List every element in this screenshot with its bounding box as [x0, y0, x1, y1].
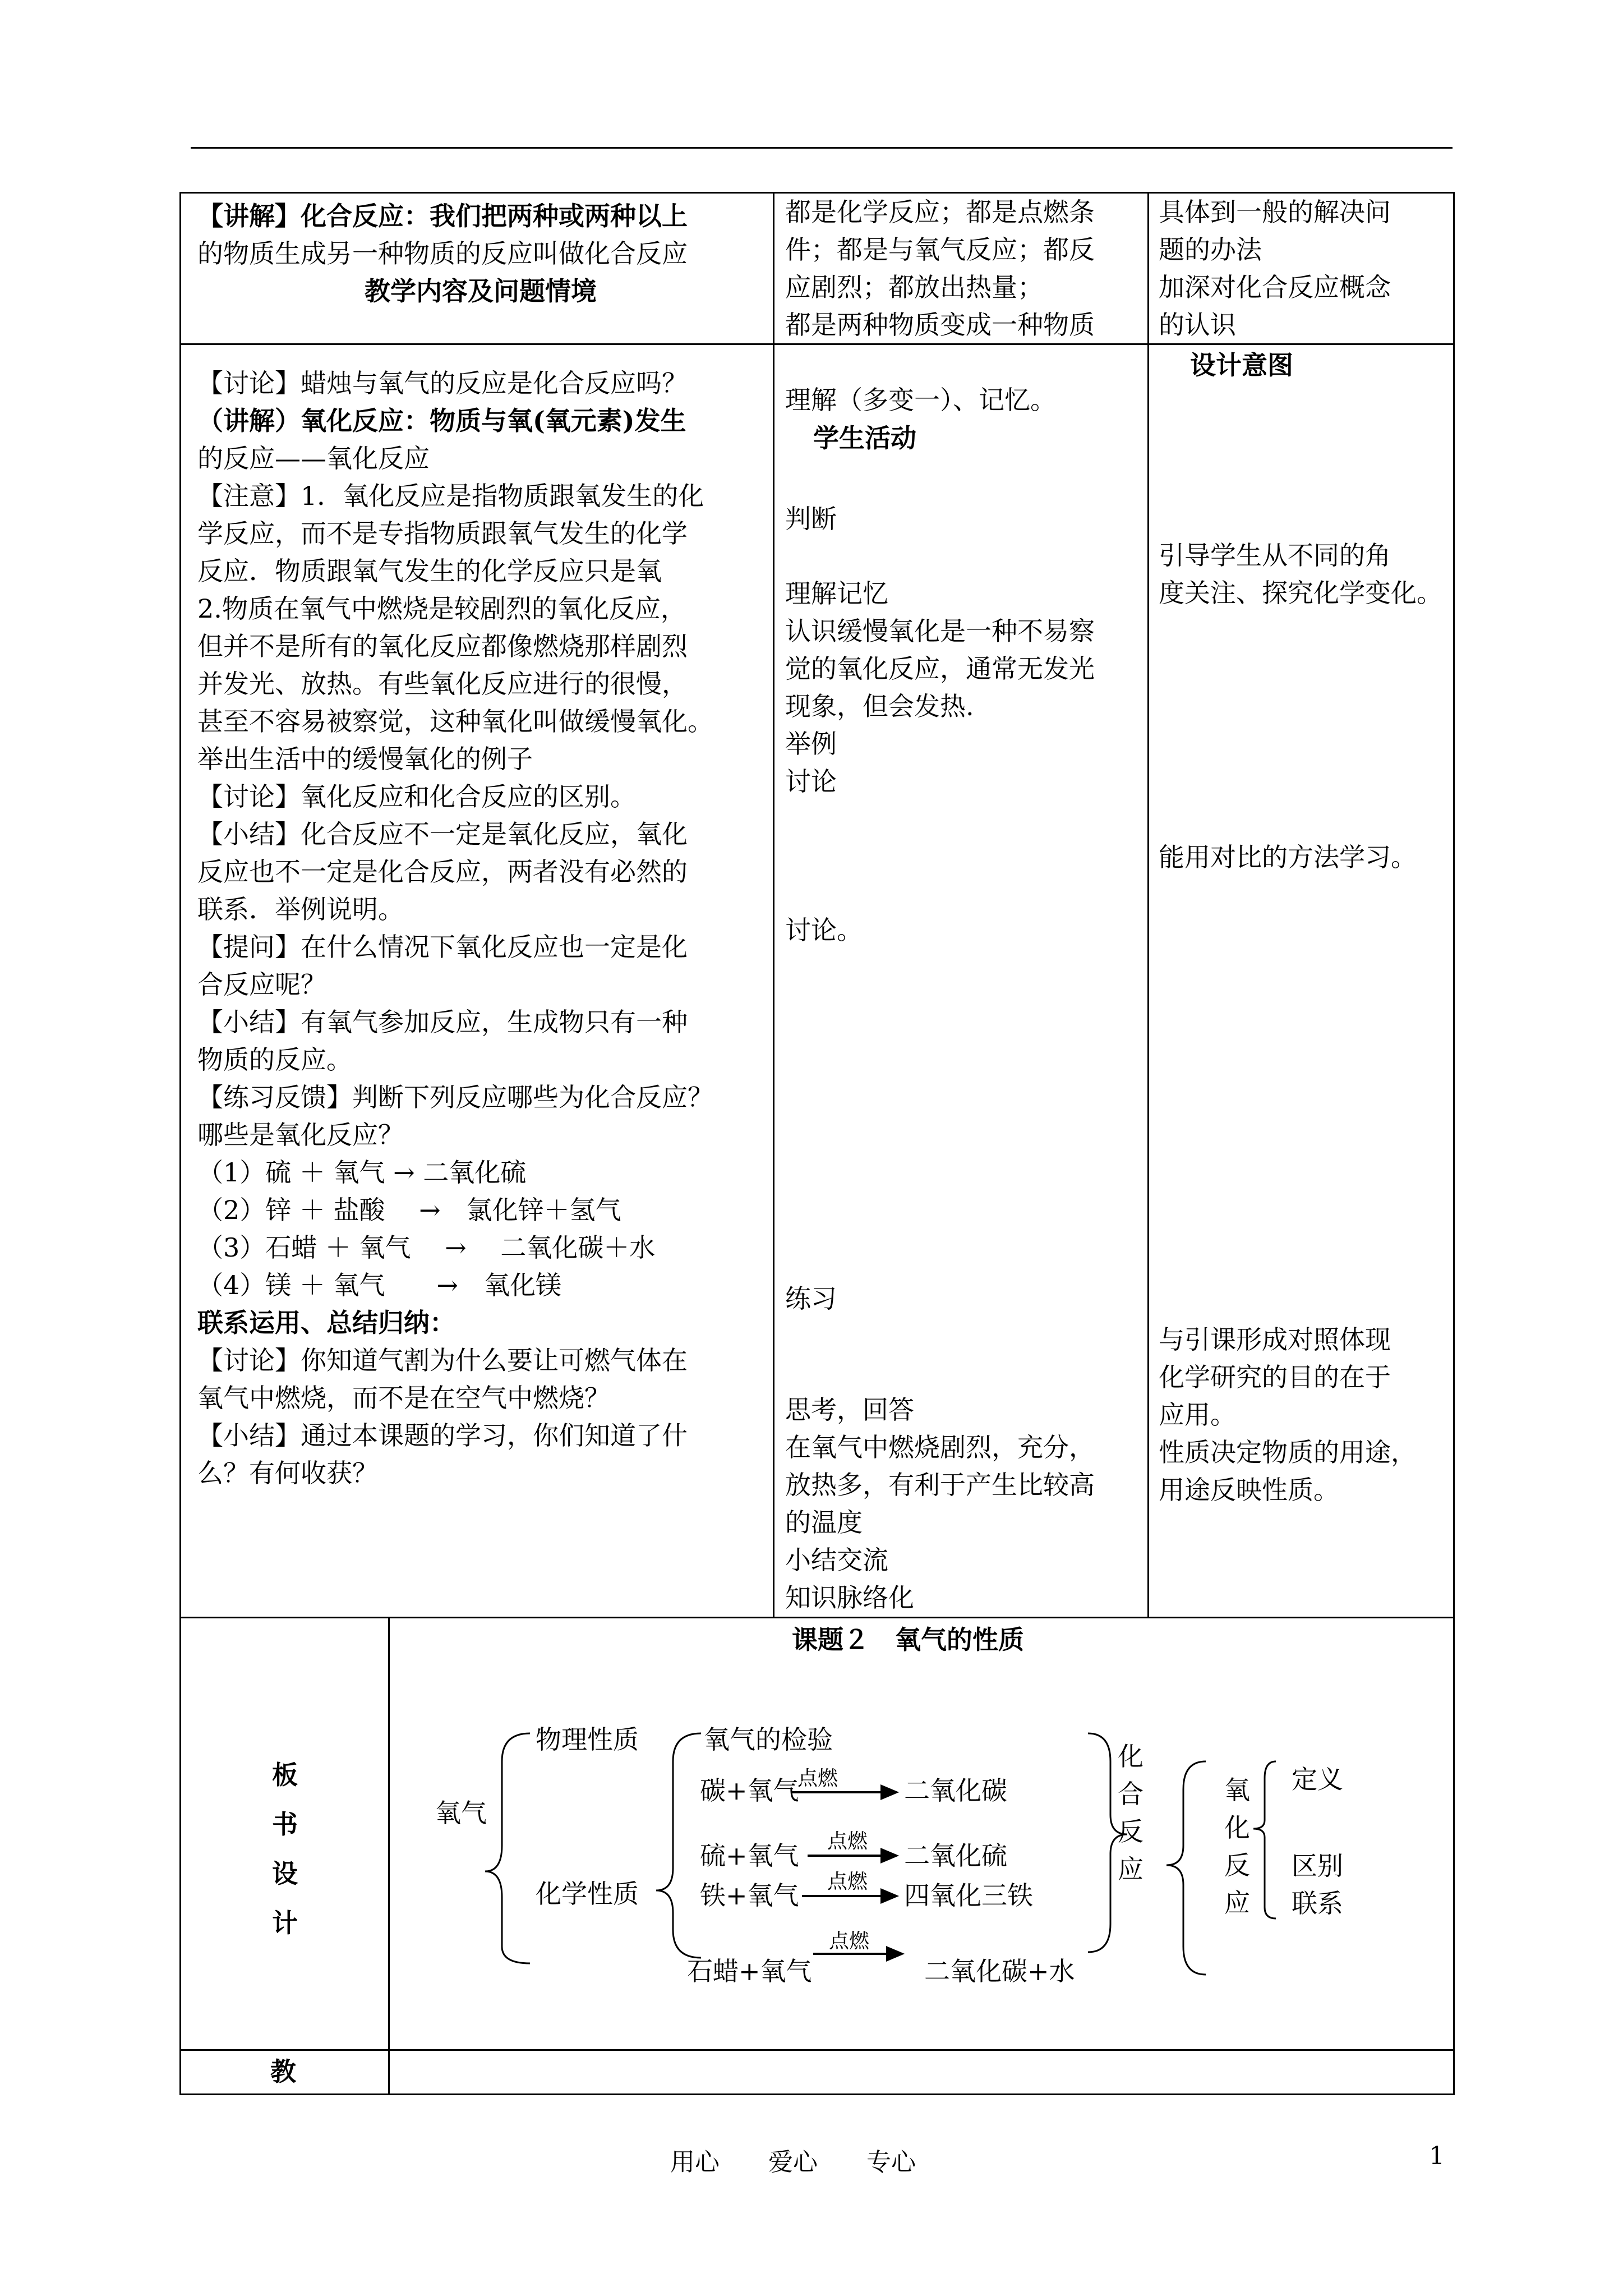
design-line: 用途反映性质。	[1159, 1475, 1339, 1505]
content-line: 并发光、放热。有些氧化反应进行的很慢，	[197, 669, 688, 699]
footer-slogan: 专心	[866, 2148, 916, 2177]
content-line: 【小结】有氧气参加反应，生成物只有一种	[197, 1007, 688, 1037]
reaction-arrowhead	[882, 1786, 896, 1798]
column-header-student: 学生活动	[813, 423, 916, 453]
reaction-product: 二氧化硫	[904, 1841, 1007, 1871]
content-line: 【注意】1．氧化反应是指物质跟氧发生的化	[197, 481, 704, 511]
reaction-arrowhead	[882, 1890, 896, 1902]
content-line: 物质的反应。	[197, 1045, 352, 1075]
intro-line: 都是化学反应；都是点燃条	[785, 197, 1095, 227]
footer-slogan: 用心	[670, 2148, 720, 2177]
reaction-reactants: 铁+氧气	[700, 1880, 799, 1911]
chemical-brace	[656, 1733, 701, 1958]
oxygen-label: 氧气	[435, 1798, 487, 1828]
reaction-product: 四氧化三铁	[904, 1880, 1033, 1911]
student-activity-line: 知识脉络化	[785, 1582, 914, 1613]
combination-char: 反	[1118, 1816, 1144, 1847]
content-line: 【小结】化合反应不一定是氧化反应，氧化	[197, 819, 688, 849]
student-activity-line: 讨论。	[785, 915, 863, 945]
content-line: 合反应呢？	[197, 969, 326, 1000]
content-line: 的反应——氧化反应	[197, 443, 430, 473]
student-activity-line: 讨论	[785, 766, 837, 797]
student-activity-line: 练习	[785, 1283, 837, 1314]
column-header-teaching: 教学内容及问题情境	[365, 276, 597, 306]
design-line: 与引课形成对照体现	[1159, 1324, 1391, 1355]
design-line: 度关注、探究化学变化。	[1159, 578, 1442, 608]
board-label-char: 计	[272, 1908, 298, 1938]
oxidation-reaction-label	[1224, 1772, 1250, 1922]
page-number: 1	[1429, 2142, 1445, 2170]
reaction-reactants: 硫+氧气	[700, 1841, 799, 1871]
design-line: 性质决定物质的用途，	[1159, 1437, 1417, 1467]
board-label-char: 设	[272, 1858, 298, 1889]
reaction-condition: 点燃	[797, 1767, 838, 1790]
content-line: （讲解）氧化反应：物质与氧(氧元素)发生	[197, 406, 686, 436]
board-label-char: 书	[272, 1809, 298, 1839]
content-line: 【讨论】氧化反应和化合反应的区别。	[197, 781, 636, 812]
content-line: 反应也不一定是化合反应，两者没有必然的	[197, 857, 688, 887]
intro-line: 都是两种物质变成一种物质	[785, 310, 1095, 340]
student-activity-line: 思考，回答	[785, 1395, 914, 1425]
content-line: 么？有何收获？	[197, 1458, 378, 1488]
combination-char: 应	[1118, 1854, 1144, 1884]
board-label-char: 板	[272, 1760, 298, 1790]
design-line: 应用。	[1159, 1400, 1236, 1430]
content-line: 联系．举例说明。	[197, 894, 404, 924]
student-activity-line: 在氧气中燃烧剧烈，充分，	[785, 1432, 1095, 1462]
oxygen-test-label: 氧气的检验	[704, 1724, 833, 1755]
content-line: 反应．物质跟氧气发生的化学反应只是氧	[197, 556, 662, 586]
reaction-reactants: 石蜡+氧气	[687, 1956, 812, 1986]
design-line: 能用对比的方法学习。	[1159, 842, 1417, 872]
column-header-design: 设计意图	[1190, 350, 1293, 380]
footer-slogan: 爱心	[768, 2148, 818, 2177]
content-line: （3）石蜡 ＋ 氧气 → 二氧化碳＋水	[197, 1232, 656, 1263]
intro-line: 件；都是与氧气反应；都反	[785, 234, 1095, 265]
intro-line: 的物质生成另一种物质的反应叫做化合反应	[197, 238, 688, 269]
oxidation-char: 化	[1224, 1812, 1250, 1843]
content-line: 【小结】通过本课题的学习，你们知道了什	[197, 1420, 688, 1451]
content-line: （4）镁 ＋ 氧气 → 氧化镁	[197, 1270, 562, 1300]
oxygen-brace	[485, 1733, 530, 1963]
content-line: 【讨论】蜡烛与氧气的反应是化合反应吗？	[197, 368, 688, 398]
intro-line: 【讲解】化合反应：我们把两种或两种以上	[197, 201, 688, 231]
student-activity-line: 的温度	[785, 1507, 863, 1538]
content-line: 举出生活中的缓慢氧化的例子	[197, 744, 533, 774]
physical-properties-label: 物理性质	[536, 1724, 639, 1755]
intro-line: 的认识	[1159, 310, 1236, 340]
content-line: 【练习反馈】判断下列反应哪些为化合反应？	[197, 1082, 713, 1112]
student-activity-line: 认识缓慢氧化是一种不易察	[785, 616, 1095, 646]
student-activity-line: 理解（多变一）、记忆。	[785, 385, 1056, 415]
content-line: 学反应，而不是专指物质跟氧气发生的化学	[197, 518, 688, 549]
content-line: （1）硫 ＋ 氧气 → 二氧化硫	[197, 1157, 527, 1188]
reaction-product: 二氧化碳	[904, 1775, 1007, 1806]
reaction-reactants: 碳+氧气	[700, 1775, 799, 1806]
intro-line: 题的办法	[1159, 234, 1262, 265]
reaction-arrowhead	[887, 1948, 902, 1960]
student-activity-line: 理解记忆	[785, 578, 888, 609]
content-line: 【讨论】你知道气割为什么要让可燃气体在	[197, 1345, 688, 1375]
reaction-condition: 点燃	[827, 1830, 868, 1853]
reaction-product: 二氧化碳+水	[924, 1956, 1075, 1986]
content-line: 2.物质在氧气中燃烧是较剧烈的氧化反应，	[197, 593, 686, 624]
design-line: 化学研究的目的在于	[1159, 1362, 1391, 1392]
intro-line: 具体到一般的解决问	[1159, 197, 1391, 227]
reaction-condition: 点燃	[829, 1930, 870, 1953]
combination-char: 合	[1118, 1779, 1144, 1809]
oxidation-brace	[1166, 1761, 1206, 1975]
reaction-arrowhead	[882, 1849, 896, 1862]
content-line: 【提问】在什么情况下氧化反应也一定是化	[197, 932, 688, 962]
definition-brace	[1253, 1761, 1276, 1918]
intro-line: 应剧烈；都放出热量；	[785, 272, 1043, 302]
design-line: 引导学生从不同的角	[1159, 540, 1391, 570]
content-line: 哪些是氧化反应？	[197, 1120, 404, 1150]
oxidation-char: 反	[1224, 1850, 1250, 1880]
oxidation-char: 应	[1224, 1888, 1250, 1918]
definition-label: 定义	[1292, 1764, 1343, 1795]
content-line: 甚至不容易被察觉，这种氧化叫做缓慢氧化。	[197, 706, 713, 737]
content-line: 联系运用、总结归纳：	[197, 1308, 455, 1338]
board-title: 课题２ 氧气的性质	[792, 1625, 1024, 1655]
difference-label: 区别	[1292, 1851, 1343, 1881]
student-activity-line: 觉的氧化反应，通常无发光	[785, 654, 1095, 684]
student-activity-line: 判断	[785, 504, 837, 534]
student-activity-line: 小结交流	[785, 1545, 888, 1575]
combination-char: 化	[1118, 1741, 1144, 1772]
combination-reaction-label	[1118, 1738, 1144, 1888]
content-line: 氧气中燃烧，而不是在空气中燃烧？	[197, 1383, 610, 1413]
oxidation-char: 氧	[1224, 1775, 1250, 1805]
student-activity-line: 现象，但会发热.	[785, 691, 974, 721]
chemical-properties-label: 化学性质	[536, 1879, 639, 1909]
content-line: 但并不是所有的氧化反应都像燃烧那样剧烈	[197, 631, 688, 661]
reaction-condition: 点燃	[827, 1870, 868, 1893]
relation-label: 联系	[1292, 1888, 1343, 1918]
student-activity-line: 放热多，有利于产生比较高	[785, 1470, 1095, 1500]
content-line: （2）锌 ＋ 盐酸 → 氯化锌＋氢气	[197, 1195, 621, 1225]
intro-line: 加深对化合反应概念	[1159, 272, 1391, 302]
student-activity-line: 举例	[785, 729, 837, 759]
last-row-label: 教	[270, 2056, 296, 2087]
